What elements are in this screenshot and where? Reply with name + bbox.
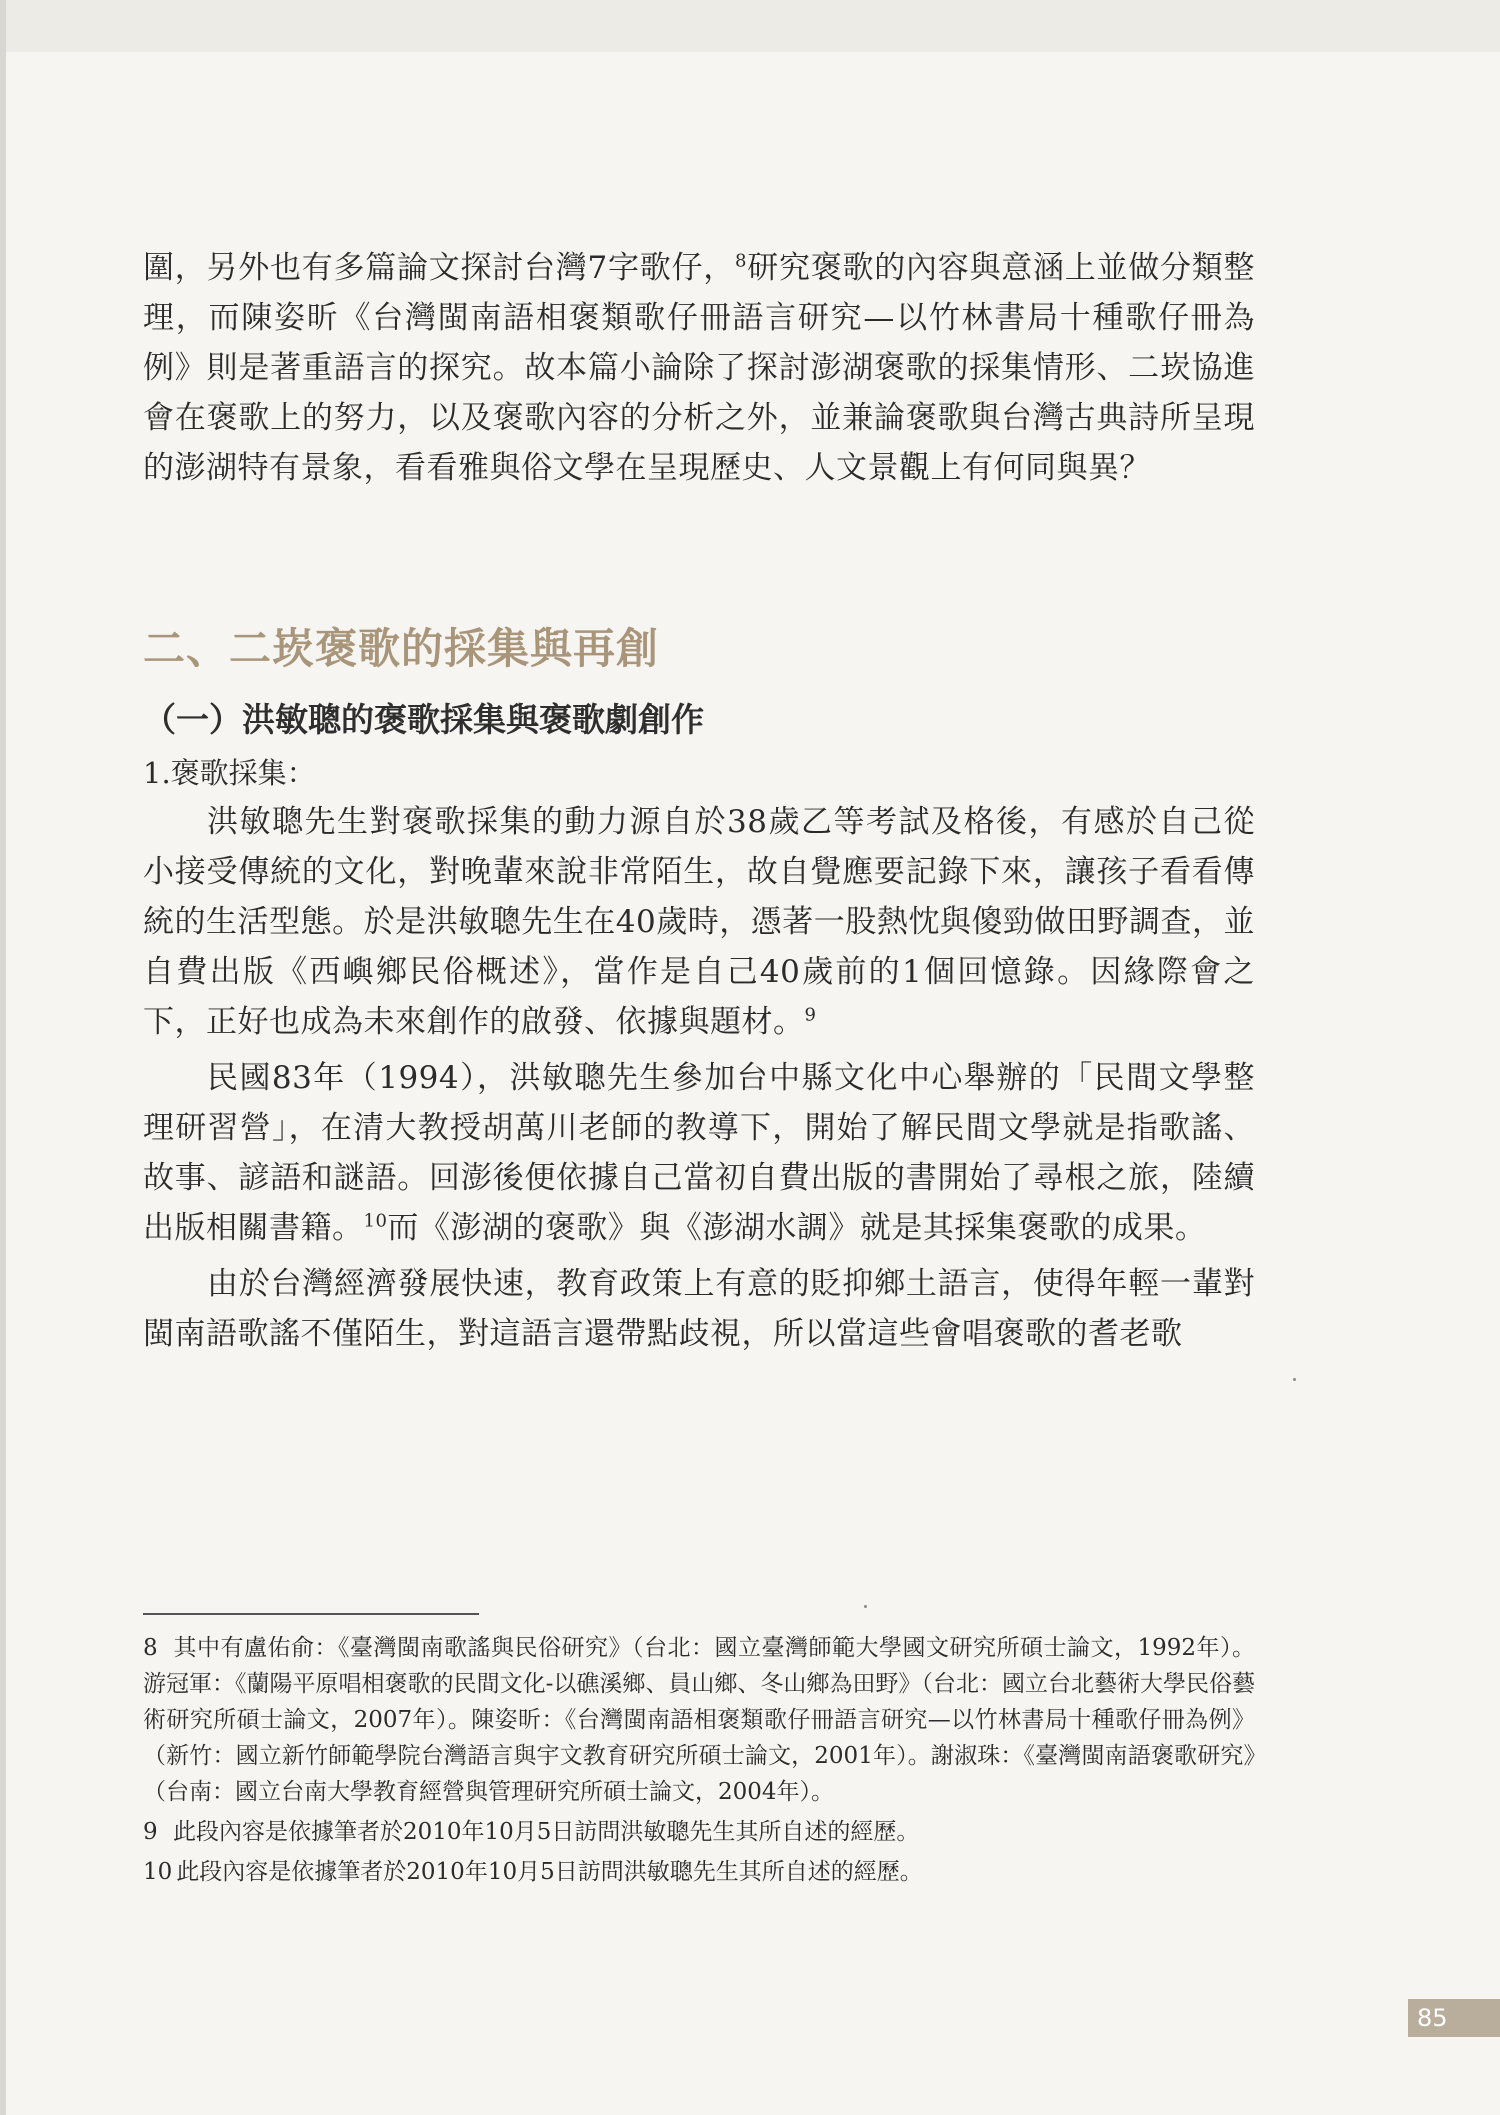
item-label: 1.褒歌採集： [143,756,316,790]
page-number: 85 [1408,1999,1500,2037]
footnote-text: 此段內容是依據筆者於2010年10月5日訪問洪敏聰先生其所自述的經歷。 [173,1819,920,1845]
paragraph-3: 由於台灣經濟發展快速，教育政策上有意的貶抑鄉土語言，使得年輕一輩對閩南語歌謠不僅陌生，對這語言還帶點歧視，所以當這些會唱褒歌的耆老歌 [143,1266,1255,1352]
subsection-heading: （一）洪敏聰的褒歌採集與褒歌劇創作 [143,700,704,739]
footnote-ref-9[interactable]: 9 [804,1004,817,1026]
scan-speck [864,1605,867,1608]
paragraph-2: 民國83年（1994），洪敏聰先生參加台中縣文化中心舉辦的「民間文學整理研習營」，在清大教授胡萬川老師的教導下，開始了解民間文學就是指歌謠、故事、諺語和謎語。回澎後便依據自己當初自費出版的書開始了尋根之旅，陸續出版相關書籍。$^{10}$而《澎湖的褒歌》與《澎湖水調》就是其採集褒歌的成果。 [143,1060,1255,1246]
scan-speck [1293,1378,1296,1381]
section-heading: 二、二崁褒歌的採集與再創 [143,624,660,673]
footnote-number: 10 [143,1859,173,1885]
footnote-number: 8 [143,1635,158,1661]
footnote-divider [143,1613,479,1615]
footnotes [143,1630,1255,1894]
intro-paragraph: 圍，另外也有多篇論文探討台灣7字歌仔，$^8$研究褒歌的內容與意涵上並做分類整理，而陳姿昕《台灣閩南語相褒類歌仔冊語言研究—以竹林書局十種歌仔冊為例》則是著重語言的探究。故本篇小論除了探討澎湖褒歌的採集情形、二崁協進會在褒歌上的努力，以及褒歌內容的分析之外，並兼論褒歌與台灣古典詩所呈現的澎湖特有景象，看看雅與俗文學在呈現歷史、人文景觀上有何同與異？ [143,250,1255,486]
paragraph-1: 洪敏聰先生對褒歌採集的動力源自於38歲乙等考試及格後，有感於自己從小接受傳統的文化，對晚輩來說非常陌生，故自覺應要記錄下來，讓孩子看看傳統的生活型態。於是洪敏聰先生在40歲時，憑著一股熱忱與傻勁做田野調查，並自費出版《西嶼鄉民俗概述》，當作是自己40歲前的1個回憶錄。因緣際會之下，正好也成為未來創作的啟發、依據與題材。$^9$ [143,804,1255,1040]
footnote-number: 9 [143,1819,158,1845]
footnote-9 [143,1814,1255,1850]
footnote-10 [143,1854,1255,1890]
main-text [143,243,1255,1359]
footnote-text: 此段內容是依據筆者於2010年10月5日訪問洪敏聰先生其所自述的經歷。 [176,1859,923,1885]
footnote-text: 其中有盧佑俞：《臺灣閩南歌謠與民俗研究》（台北：國立臺灣師範大學國文研究所碩士論文，1992年）。游冠軍：《蘭陽平原唱相褒歌的民間文化-以礁溪鄉、員山鄉、冬山鄉為田野》（台北：國立台北藝術大學民俗藝術研究所碩士論文，2007年）。陳姿昕：《台灣閩南語相褒類歌仔冊語言研究—以竹林書局十種歌仔冊為例》（新竹：國立新竹師範學院台灣語言與宇文教育研究所碩士論文，2001年）。謝淑珠：《臺灣閩南語褒歌研究》（台南：國立台南大學教育經營與管理研究所碩士論文，2004年）。 [143,1635,1255,1805]
footnote-8 [143,1630,1255,1810]
footnote-ref-10[interactable]: 10 [363,1210,388,1232]
top-margin-band [0,0,1500,52]
footnote-ref-8[interactable]: 8 [735,250,747,272]
page-binding-edge [0,0,6,2115]
